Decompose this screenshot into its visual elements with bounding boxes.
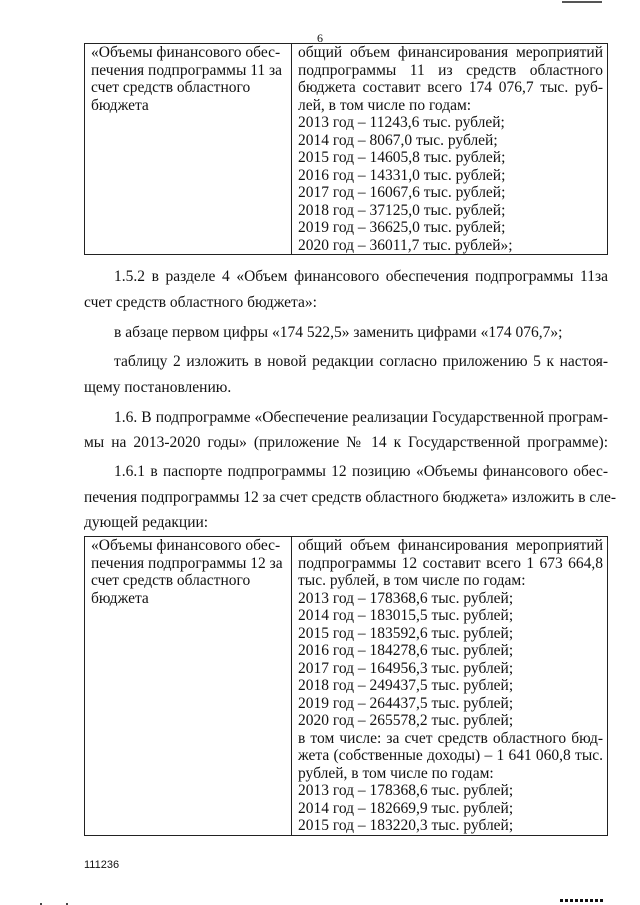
table-right-line: 2013 год – 178368,6 тыс. рублей; (298, 589, 514, 607)
table-row (85, 537, 608, 836)
table-right-line: 2017 год – 164956,3 тыс. рублей; (298, 659, 514, 677)
table-left-line: печения подпрограммы 11 за (91, 61, 283, 79)
table-right-line: 2019 год – 36625,0 тыс. рублей; (298, 219, 506, 236)
table-right-line: 2014 год – 183015,5 тыс. рублей; (298, 607, 514, 624)
table-right-line: 2013 год – 178368,6 тыс. рублей; (298, 782, 514, 799)
table-right-line: лей, в том числе по годам: (298, 96, 472, 114)
paragraph-line: в абзаце первом цифры «174 522,5» заменить цифрами «174 076,7»; (114, 324, 563, 341)
table-left-line: бюджета (91, 589, 149, 607)
paragraph-line: 1.6.1 в паспорте подпрограммы 12 позицию «Объемы финансового обес- (114, 463, 608, 480)
paragraph-line: таблицу 2 изложить в новой редакции согласно приложению 5 к настоя- (114, 353, 608, 370)
table-right-line: 2016 год – 14331,0 тыс. рублей; (298, 166, 506, 184)
table-right-line: рублей, в том числе по годам: (298, 764, 494, 782)
table-right-line: 2017 год – 16067,6 тыс. рублей; (298, 184, 506, 201)
table-right-line: 2019 год – 264437,5 тыс. рублей; (298, 694, 514, 712)
paragraph-line: печения подпрограммы 12 за счет средств областного бюджета» изложить в сле- (84, 489, 617, 506)
table-right-line: 2020 год – 265578,2 тыс. рублей; (298, 712, 514, 729)
table-right-line: 2016 год – 184278,6 тыс. рублей; (298, 642, 514, 659)
table-left-line: бюджета (91, 96, 149, 114)
table-right-line: 2015 год – 14605,8 тыс. рублей; (298, 149, 506, 166)
table-right-line: тыс. рублей, в том числе по годам: (298, 572, 526, 589)
table-right-line: подпрограммы 11 из средств областного (298, 61, 603, 79)
paragraph-line: 1.6. В подпрограмме «Обеспечение реализации Государственной програм- (114, 409, 608, 426)
table-right-line: 2013 год – 11243,6 тыс. рублей; (298, 114, 505, 131)
table-right-line: 2015 год – 183592,6 тыс. рублей; (298, 624, 514, 642)
table-left-line: печения подпрограммы 12 за (91, 554, 283, 572)
table-right-line: 2014 год – 8067,0 тыс. рублей; (298, 131, 498, 149)
paragraph-line: 1.5.2 в разделе 4 «Объем финансового обеспечения подпрограммы 11за (114, 268, 608, 285)
table-left-line: счет средств областного (91, 572, 251, 589)
table-left-line: «Объемы финансового обес- (91, 537, 281, 554)
paragraph-line: мы на 2013-2020 годы» (приложение № 14 к Государственной программе): (84, 434, 608, 451)
table-right-line: 2018 год – 37125,0 тыс. рублей; (298, 201, 506, 219)
table-left-line: «Объемы финансового обес- (91, 44, 281, 61)
table-right-line: общий объем финансирования мероприятий (298, 537, 603, 554)
paragraph-line: щему постановлению. (84, 379, 232, 396)
table-right-line: жета (собственные доходы) – 1 641 060,8 тыс. (298, 747, 603, 764)
table-right-line: бюджета составит всего 174 076,7 тыс. руб- (298, 79, 603, 96)
table-left-cell (85, 537, 292, 836)
table-right-line: в том числе: за счет средств областного бюд- (298, 729, 603, 747)
table-right-line: общий объем финансирования мероприятий (298, 44, 603, 61)
table-right-cell (292, 537, 608, 836)
footer-code: 111236 (84, 859, 120, 871)
table-left-line: счет средств областного (91, 79, 251, 96)
paragraph-line: дующей редакции: (84, 514, 209, 531)
table-right-line: 2020 год – 36011,7 тыс. рублей»; (298, 236, 513, 254)
table-right-line: 2015 год – 183220,3 тыс. рублей; (298, 817, 514, 834)
page-number: 6 (317, 31, 323, 45)
funding-table-subprogram-12 (84, 536, 608, 836)
table-right-line: подпрограммы 12 составит всего 1 673 664,8 (298, 554, 603, 572)
paragraph-line: счет средств областного бюджета»: (84, 294, 317, 311)
table-right-line: 2014 год – 182669,9 тыс. рублей; (298, 799, 514, 817)
scan-mark-bottom (560, 899, 604, 902)
table-right-line: 2018 год – 249437,5 тыс. рублей; (298, 677, 514, 694)
